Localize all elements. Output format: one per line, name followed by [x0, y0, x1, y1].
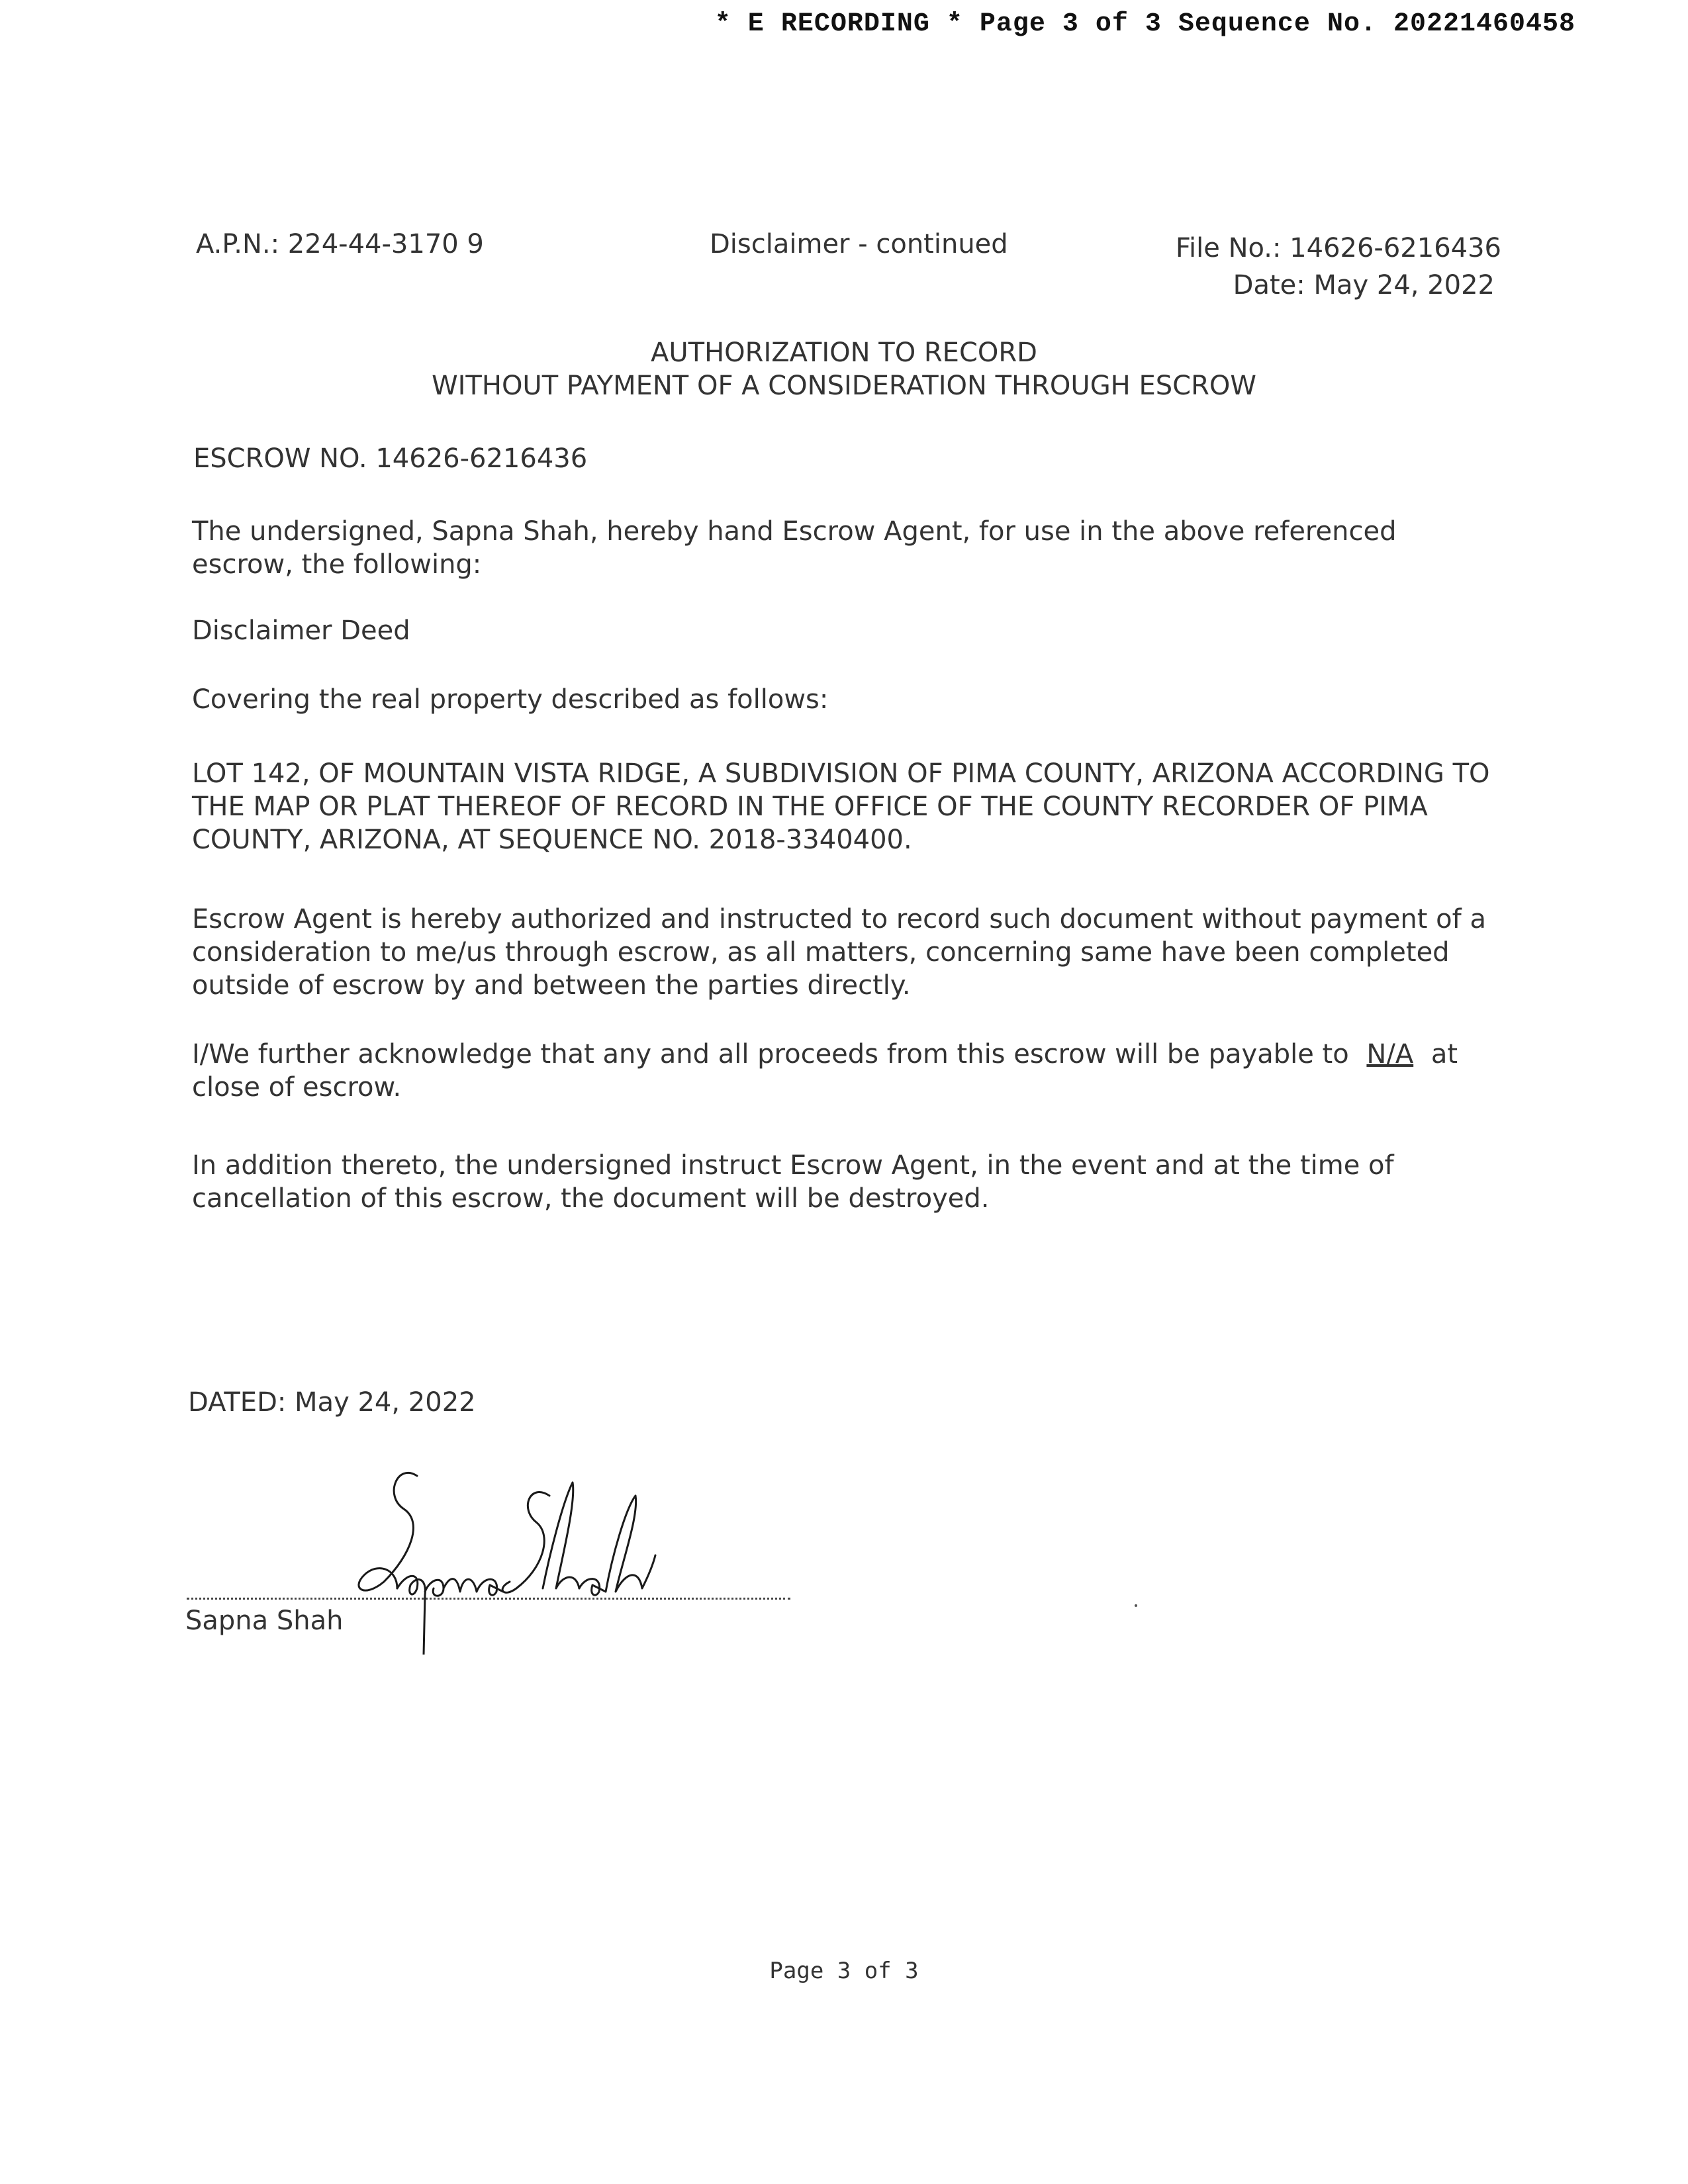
recording-stamp-header: * E RECORDING * Page 3 of 3 Sequence No. 20221460458 [714, 9, 1575, 39]
handwritten-signature [344, 1456, 662, 1655]
page-footer: Page 3 of 3 [769, 1958, 919, 1984]
signature-line [187, 1598, 790, 1600]
cancellation-paragraph: In addition thereto, the undersigned instruct Escrow Agent, in the event and at the time of cancellation of this escrow, the document will be destroyed. [192, 1150, 1394, 1214]
document-title-line-1: AUTHORIZATION TO RECORD [651, 338, 1037, 368]
authorization-paragraph: Escrow Agent is hereby authorized and instructed to record such document without payment of a consideration to me/us through escrow, as all matters, concerning same have been completed outside of escrow by and between the parties directly. [192, 904, 1486, 1001]
apn-label: A.P.N.: 224-44-3170 9 [196, 229, 484, 259]
undersigned-paragraph: The undersigned, Sapna Shah, hereby hand Escrow Agent, for use in the above referenced escrow, the following: [192, 516, 1397, 580]
acknowledgement-text-after: at close of escrow. [192, 1039, 1458, 1103]
covering-paragraph: Covering the real property described as follows: [192, 684, 829, 715]
file-number: File No.: 14626-6216436 [1175, 233, 1501, 263]
signer-name: Sapna Shah [185, 1606, 344, 1636]
dated-line: DATED: May 24, 2022 [188, 1387, 476, 1418]
acknowledgement-paragraph [192, 1038, 1503, 1104]
acknowledgement-text-before: I/We further acknowledge that any and all proceeds from this escrow will be payable to [192, 1039, 1349, 1069]
scan-speck [1135, 1604, 1137, 1607]
document-type: Disclaimer Deed [192, 615, 410, 646]
legal-description: LOT 142, OF MOUNTAIN VISTA RIDGE, A SUBDIVISION OF PIMA COUNTY, ARIZONA ACCORDING TO THE MAP OR PLAT THEREOF OF RECORD IN THE OFFICE OF THE COUNTY RECORDER OF PIMA COUNTY, ARIZONA, AT SEQUENCE NO. 2018-3340400. [192, 758, 1490, 855]
escrow-number: ESCROW NO. 14626-6216436 [193, 443, 588, 474]
header-date: Date: May 24, 2022 [1233, 270, 1495, 300]
payee-blank: N/A [1366, 1039, 1414, 1069]
document-title-line-2: WITHOUT PAYMENT OF A CONSIDERATION THROUGH ESCROW [432, 371, 1256, 401]
section-continued-label: Disclaimer - continued [710, 229, 1008, 259]
